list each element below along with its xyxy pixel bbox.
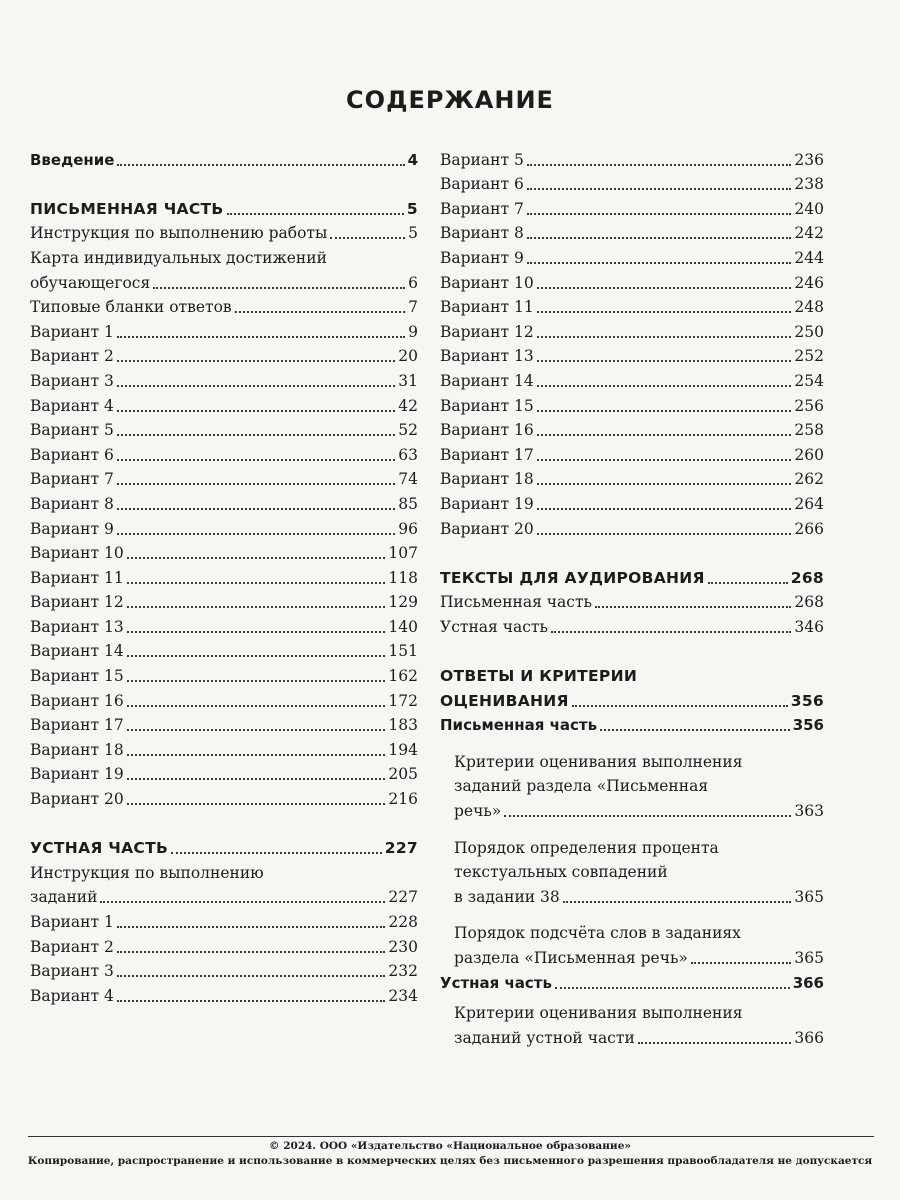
toc-section-label: ТЕКСТЫ ДЛЯ АУДИРОВАНИЯ [440, 568, 705, 587]
leader-dots [117, 951, 386, 953]
toc-page-number: 248 [794, 298, 824, 317]
toc-section-label: ПИСЬМЕННАЯ ЧАСТЬ [30, 199, 224, 218]
toc-entry-variant[interactable] [30, 317, 418, 342]
leader-dots [127, 729, 386, 731]
oral-variants-list [30, 907, 418, 1005]
toc-page-number: 236 [794, 150, 824, 169]
toc-entry-label: Письменная часть [440, 593, 592, 612]
leader-dots [537, 459, 792, 461]
toc-entry-label: Вариант 20 [30, 790, 124, 809]
toc-entry-label: Вариант 6 [30, 445, 114, 464]
leader-dots [537, 336, 792, 338]
toc-entry-variant[interactable] [30, 612, 418, 637]
toc-entry-label-line: Карта индивидуальных достижений [30, 248, 327, 267]
toc-entry-variant[interactable] [440, 268, 824, 293]
toc-entry-variant[interactable] [30, 391, 418, 416]
leader-dots [117, 385, 395, 387]
toc-entry-label-line: Инструкция по выполнению [30, 863, 264, 882]
toc-entry-label: обучающегося [30, 273, 151, 292]
toc-entry-word-count[interactable] [440, 943, 824, 968]
toc-entry-label: Вариант 10 [30, 544, 124, 563]
toc-page-number: 365 [794, 949, 824, 967]
toc-entry-variant[interactable] [440, 170, 824, 195]
toc-entry-answers-oral[interactable] [440, 968, 824, 993]
toc-entry-label: Вариант 18 [30, 740, 124, 759]
leader-dots [117, 360, 395, 362]
leader-dots [100, 901, 385, 903]
toc-right-column [440, 145, 824, 1048]
toc-page-number: 266 [794, 519, 824, 538]
toc-section-oral[interactable] [30, 834, 418, 859]
toc-page-number: 183 [388, 716, 418, 735]
leader-dots [127, 778, 386, 780]
toc-page-number: 256 [794, 396, 824, 415]
toc-page-number: 118 [388, 568, 418, 587]
toc-entry-label: Вариант 5 [30, 421, 114, 440]
toc-page-number: 234 [388, 986, 418, 1005]
toc-entry-variant[interactable] [30, 760, 418, 785]
toc-page-number: 96 [398, 519, 418, 538]
toc-entry-variant[interactable] [440, 293, 824, 318]
leader-dots [117, 926, 386, 928]
toc-entry-percent-order[interactable] [440, 882, 824, 907]
toc-entry-variant[interactable] [30, 489, 418, 514]
leader-dots [708, 582, 788, 584]
leader-dots [330, 237, 405, 239]
leader-dots [537, 287, 792, 289]
toc-page-number: 230 [388, 937, 418, 956]
toc-page-number: 4 [407, 150, 418, 169]
toc-page-number: 140 [388, 617, 418, 636]
toc-entry-variant[interactable] [440, 440, 824, 465]
toc-page-number: 227 [384, 839, 418, 858]
leader-dots [572, 705, 788, 707]
toc-page-number: 216 [388, 790, 418, 809]
toc-entry-variant[interactable] [440, 391, 824, 416]
toc-entry-label: Вариант 17 [30, 716, 124, 735]
toc-page-number: 264 [794, 494, 824, 513]
leader-dots [527, 237, 792, 239]
leader-dots [563, 901, 792, 903]
toc-page-number: 7 [408, 298, 418, 317]
toc-entry-variant[interactable] [30, 957, 418, 982]
toc-entry-variant[interactable] [30, 465, 418, 490]
toc-entry-label: Вариант 14 [30, 642, 124, 661]
leader-dots [117, 975, 386, 977]
toc-page-number: 246 [794, 273, 824, 292]
leader-dots [117, 533, 395, 535]
toc-entry-label: Вариант 4 [30, 396, 114, 415]
toc-entry-criteria-oral[interactable] [440, 1023, 824, 1048]
toc-entry-variant[interactable] [30, 637, 418, 662]
toc-entry-variant[interactable] [30, 932, 418, 957]
toc-section-label: УСТНАЯ ЧАСТЬ [30, 839, 169, 858]
toc-entry-label: Вариант 9 [440, 248, 524, 267]
toc-entry-label: Устная часть [440, 617, 548, 636]
leader-dots [171, 852, 382, 854]
leader-dots [127, 754, 386, 756]
leader-dots [127, 680, 386, 682]
toc-left-column [30, 145, 418, 1006]
toc-entry-variant[interactable] [30, 366, 418, 391]
toc-entry-label-line: заданий раздела «Письменная [454, 777, 709, 796]
toc-entry-label: речь» [454, 802, 502, 821]
toc-entry-label: Введение [30, 150, 115, 169]
toc-entry-variant[interactable] [440, 243, 824, 268]
leader-dots [537, 311, 792, 313]
written-variants-list [30, 317, 418, 809]
leader-dots [117, 410, 395, 412]
toc-entry-label-line: текстуальных совпадений [454, 863, 668, 882]
toc-page-number: 254 [794, 371, 824, 390]
toc-page-number: 365 [794, 887, 824, 906]
toc-entry-label: Вариант 5 [440, 150, 524, 169]
leader-dots [127, 631, 386, 633]
toc-entry-label: Вариант 12 [30, 593, 124, 612]
toc-page-number: 238 [794, 175, 824, 194]
toc-entry-label: Вариант 19 [30, 765, 124, 784]
toc-page-number: 252 [794, 347, 824, 366]
copyright-notice: Копирование, распространение и использование в коммерческих целях без письменного разрешения правообладателя не допускается [27, 1155, 873, 1167]
leader-dots [527, 164, 792, 166]
toc-page-number: 205 [388, 765, 418, 784]
leader-dots [117, 508, 395, 510]
leader-dots [537, 410, 792, 412]
leader-dots [504, 815, 791, 817]
leader-dots [555, 987, 790, 989]
toc-entry-label: Вариант 3 [30, 962, 114, 981]
toc-entry-variant[interactable] [30, 440, 418, 465]
leader-dots [117, 164, 404, 166]
toc-page-number: 366 [794, 1028, 824, 1047]
leader-dots [117, 483, 395, 485]
toc-entry-label: Вариант 17 [440, 445, 534, 464]
toc-page-number: 74 [398, 470, 418, 489]
toc-entry-variant[interactable] [30, 784, 418, 809]
toc-page-number: 268 [794, 593, 824, 612]
leader-dots [117, 434, 395, 436]
leader-dots [227, 213, 404, 215]
toc-entry-label: Вариант 12 [440, 322, 534, 341]
toc-page-number: 172 [388, 691, 418, 710]
toc-entry-label: Вариант 20 [440, 519, 534, 538]
toc-entry-label: Типовые бланки ответов [30, 298, 232, 317]
toc-entry-label: Вариант 11 [440, 298, 534, 317]
toc-page-number: 244 [794, 248, 824, 267]
toc-page-number: 346 [794, 617, 824, 636]
toc-entry-label: Вариант 16 [30, 691, 124, 710]
toc-entry-variant[interactable] [30, 514, 418, 539]
toc-entry-variant[interactable] [30, 907, 418, 932]
leader-dots [537, 508, 792, 510]
toc-entry-audio-oral[interactable] [440, 612, 824, 637]
oral-variants-list-continued [440, 145, 824, 539]
leader-dots [527, 262, 792, 264]
toc-entry-variant[interactable] [30, 711, 418, 736]
toc-entry-variant[interactable] [30, 661, 418, 686]
toc-entry-label: Вариант 16 [440, 421, 534, 440]
toc-entry-label: в задании 38 [454, 887, 560, 906]
toc-entry-label: Вариант 6 [440, 175, 524, 194]
toc-entry-label: Вариант 13 [30, 617, 124, 636]
toc-page-number: 42 [398, 396, 418, 415]
toc-entry-variant[interactable] [440, 342, 824, 367]
toc-entry-answers-written[interactable] [440, 711, 824, 736]
toc-entry-label-line: Порядок подсчёта слов в заданиях [454, 924, 741, 943]
toc-page-number: 232 [388, 962, 418, 981]
toc-entry-label: Вариант 7 [440, 199, 524, 218]
toc-entry-label: Инструкция по выполнению работы [30, 224, 328, 243]
leader-dots [235, 311, 405, 313]
toc-entry-label: Вариант 1 [30, 322, 114, 341]
toc-entry-label-line: Критерии оценивания выполнения [454, 1004, 743, 1023]
toc-page-number: 242 [794, 224, 824, 243]
leader-dots [117, 459, 395, 461]
toc-page-number: 366 [792, 973, 824, 992]
toc-entry-label: Вариант 8 [30, 494, 114, 513]
toc-page-number: 52 [398, 421, 418, 440]
toc-entry-variant[interactable] [30, 539, 418, 564]
leader-dots [537, 434, 792, 436]
leader-dots [127, 582, 386, 584]
leader-dots [153, 287, 405, 289]
toc-section-audio-texts[interactable] [440, 563, 824, 588]
toc-entry-label: Вариант 13 [440, 347, 534, 366]
toc-entry-variant[interactable] [440, 514, 824, 539]
toc-page-number: 262 [794, 470, 824, 489]
leader-dots [537, 533, 792, 535]
toc-entry-variant[interactable] [440, 219, 824, 244]
toc-entry-variant[interactable] [30, 416, 418, 441]
toc-entry-variant[interactable] [440, 465, 824, 490]
toc-entry-variant[interactable] [440, 366, 824, 391]
toc-page-number: 9 [408, 322, 418, 341]
leader-dots [537, 385, 792, 387]
copyright-line: © 2024. ООО «Издательство «Национальное образование» [269, 1140, 631, 1152]
leader-dots [127, 655, 386, 657]
toc-section-label-line: ОТВЕТЫ И КРИТЕРИИ [440, 667, 638, 686]
leader-dots [117, 336, 405, 338]
toc-page-number: 240 [794, 199, 824, 218]
toc-page-number: 227 [388, 888, 418, 907]
toc-entry-label: Вариант 2 [30, 347, 114, 366]
toc-page-number: 107 [388, 544, 418, 563]
toc-section-label: ОЦЕНИВАНИЯ [440, 691, 569, 710]
toc-page-number: 6 [408, 273, 418, 292]
toc-entry-variant[interactable] [440, 194, 824, 219]
toc-entry-criteria-written[interactable] [440, 796, 824, 821]
toc-page-number: 31 [398, 371, 418, 390]
toc-entry-label: Вариант 11 [30, 568, 124, 587]
toc-entry-label: Вариант 9 [30, 519, 114, 538]
leader-dots [537, 483, 792, 485]
toc-entry-label: Вариант 1 [30, 913, 114, 931]
toc-entry-label-line: Критерии оценивания выполнения [454, 752, 743, 771]
toc-page-number: 356 [790, 691, 824, 710]
toc-page-number: 85 [398, 494, 418, 513]
toc-section-answers[interactable] [440, 686, 824, 711]
leader-dots [127, 803, 386, 805]
toc-entry-label-line: Порядок определения процента [454, 838, 719, 857]
toc-entry-label: Устная часть [440, 973, 552, 992]
toc-entry-label: Вариант 19 [440, 494, 534, 513]
toc-page-number: 228 [388, 913, 418, 931]
toc-section-written[interactable] [30, 194, 418, 219]
toc-page-number: 63 [398, 445, 418, 464]
toc-page-number: 20 [398, 347, 418, 366]
toc-entry-variant[interactable] [30, 735, 418, 760]
toc-entry-label: Вариант 14 [440, 371, 534, 390]
toc-entry-label: Вариант 3 [30, 371, 114, 390]
toc-entry-label: Вариант 4 [30, 986, 114, 1005]
toc-entry-variant[interactable] [30, 342, 418, 367]
toc-entry-answer-forms[interactable] [30, 293, 418, 318]
toc-entry-label: Вариант 18 [440, 470, 534, 489]
toc-entry-intro[interactable] [30, 145, 418, 170]
toc-entry-variant[interactable] [30, 686, 418, 711]
toc-page-number: 151 [388, 642, 418, 661]
leader-dots [127, 705, 386, 707]
leader-dots [638, 1042, 792, 1044]
toc-entry-label: Вариант 2 [30, 937, 114, 956]
toc-entry-label: Вариант 8 [440, 224, 524, 243]
toc-page-number: 194 [388, 740, 418, 759]
toc-entry-variant[interactable] [440, 145, 824, 170]
toc-entry-label: Вариант 15 [30, 667, 124, 686]
toc-page-number: 258 [794, 421, 824, 440]
leader-dots [527, 213, 792, 215]
toc-entry-achievements-card[interactable] [30, 268, 418, 293]
toc-page-number: 363 [794, 802, 824, 821]
toc-entry-instruction[interactable] [30, 219, 418, 244]
toc-entry-label: Вариант 7 [30, 470, 114, 489]
toc-entry-variant[interactable] [30, 563, 418, 588]
toc-page-number: 356 [792, 716, 824, 735]
toc-entry-label: заданий [30, 888, 98, 907]
toc-page-number: 5 [408, 224, 418, 243]
leader-dots [117, 1000, 386, 1002]
leader-dots [527, 188, 792, 190]
leader-dots [595, 606, 791, 608]
toc-entry-variant[interactable] [30, 981, 418, 1006]
toc-entry-variant[interactable] [440, 317, 824, 342]
toc-page-number: 268 [790, 568, 824, 587]
toc-entry-variant[interactable] [30, 588, 418, 613]
toc-entry-oral-instruction[interactable] [30, 883, 418, 908]
toc-entry-label: заданий устной части [454, 1028, 635, 1047]
toc-entry-label: Вариант 10 [440, 273, 534, 292]
leader-dots [691, 962, 792, 964]
toc-page-number: 162 [388, 667, 418, 686]
leader-dots [537, 360, 792, 362]
toc-page-number: 260 [794, 445, 824, 464]
leader-dots [127, 606, 386, 608]
leader-dots [600, 729, 790, 731]
leader-dots [551, 631, 791, 633]
toc-entry-label: раздела «Письменная речь» [454, 949, 688, 967]
toc-page-number: 250 [794, 322, 824, 341]
toc-entry-variant[interactable] [440, 489, 824, 514]
leader-dots [127, 557, 386, 559]
toc-entry-label: Письменная часть [440, 716, 598, 735]
toc-entry-audio-written[interactable] [440, 588, 824, 613]
toc-entry-label: Вариант 15 [440, 396, 534, 415]
footer-divider [28, 1136, 874, 1137]
toc-page-number: 5 [406, 199, 418, 218]
toc-page-number: 129 [388, 593, 418, 612]
toc-entry-variant[interactable] [440, 416, 824, 441]
page-title: СОДЕРЖАНИЕ [346, 86, 554, 114]
